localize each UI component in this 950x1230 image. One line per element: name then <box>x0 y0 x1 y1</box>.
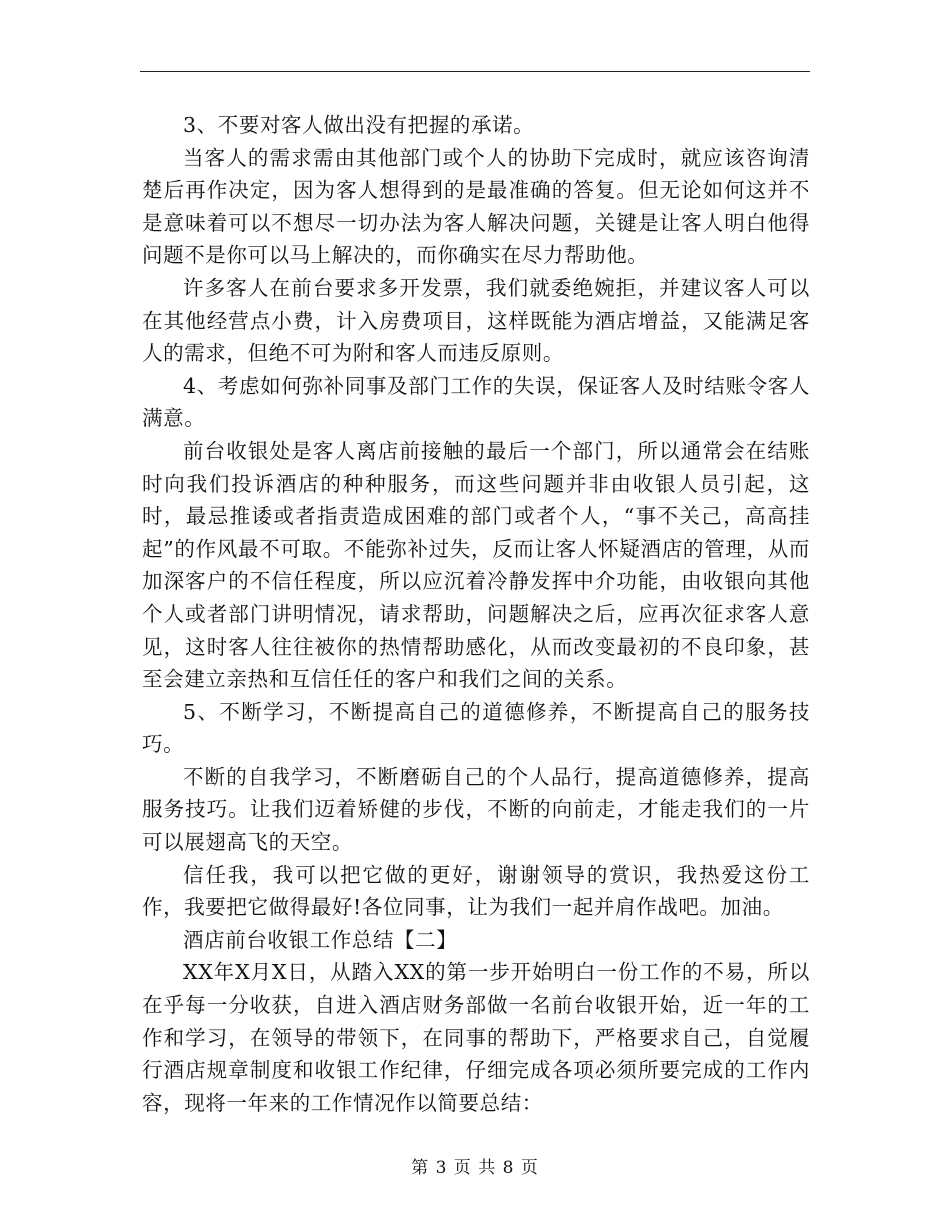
paragraph: XX年X月X日，从踏入XX的第一步开始明白一份工作的不易，所以在乎每一分收获，自进入酒店财务部做一名前台收银开始，近一年的工作和学习，在领导的带领下，在同事的帮助下，严格要求自己，自觉履行酒店规章制度和收银工作纪律，仔细完成各项必须所要完成的工作内容，现将一年来的工作情况作以简要总结： <box>142 960 810 1115</box>
paragraph: 不断的自我学习，不断磨砺自己的个人品行，提高道德修养，提高服务技巧。让我们迈着矫健的步伐，不断的向前走，才能走我们的一片可以展翅高飞的天空。 <box>142 764 810 855</box>
paragraph: 5、不断学习，不断提高自己的道德修养，不断提高自己的服务技巧。 <box>142 699 810 757</box>
paragraph: 信任我，我可以把它做的更好，谢谢领导的赏识，我热爱这份工作，我要把它做得最好!各位同事，让为我们一起并肩作战吧。加油。 <box>142 862 810 920</box>
paragraph: 许多客人在前台要求多开发票，我们就委绝婉拒，并建议客人可以在其他经营点小费，计入房费项目，这样既能为酒店增益，又能满足客人的需求，但绝不可为附和客人而违反原则。 <box>142 275 810 366</box>
section-heading: 酒店前台收银工作总结【二】 <box>183 927 458 952</box>
document-body <box>142 109 810 1119</box>
paragraph: 前台收银处是客人离店前接触的最后一个部门，所以通常会在结账时向我们投诉酒店的种种服务，而这些问题并非由收银人员引起，这时，最忌推诿或者指责造成困难的部门或者个人，“事不关己，高高挂起”的作风最不可取。不能弥补过失，反而让客人怀疑酒店的管理，从而加深客户的不信任程度，所以应沉着冷静发挥中介功能，由收银向其他个人或者部门讲明情况，请求帮助，问题解决之后，应再次征求客人意见，这时客人往往被你的热情帮助感化，从而改变最初的不良印象，甚至会建立亲热和互信任任的客户和我们之间的关系。 <box>142 438 810 692</box>
header-rule <box>140 71 810 72</box>
paragraph: 当客人的需求需由其他部门或个人的协助下完成时，就应该咨询清楚后再作决定，因为客人想得到的是最准确的答复。但无论如何这并不是意味着可以不想尽一切办法为客人解决问题，关键是让客人明白他得问题不是你可以马上解决的，而你确实在尽力帮助他。 <box>142 145 810 268</box>
paragraph: 4、考虑如何弥补同事及部门工作的失误，保证客人及时结账令客人满意。 <box>142 373 810 431</box>
page-number: 第 3 页 共 8 页 <box>411 1158 539 1178</box>
page-footer <box>0 1153 950 1178</box>
paragraph: 3、不要对客人做出没有把握的承诺。 <box>183 113 535 137</box>
